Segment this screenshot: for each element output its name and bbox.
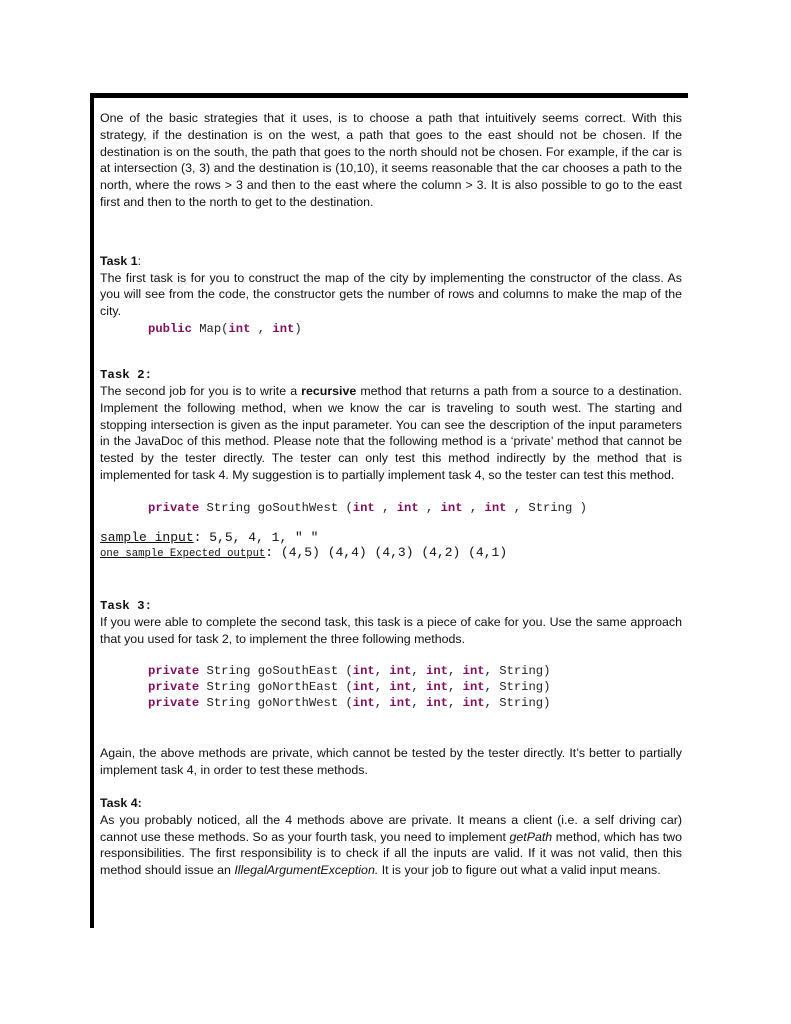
task4-text-3: It is your job to figure out what a valid input means. (378, 863, 661, 878)
task4-getpath: getPath (509, 829, 553, 844)
intro-paragraph: One of the basic strategies that it uses, is to choose a path that intuitively seems correct. With this strategy, if the destination is on the west, a path that goes to the east should not be chosen. If the destination is on the south, the path that goes to the north should not be chosen. For example, if the car is at intersection (3, 3) and the destination is (10,10), it seems reasonable that the car chooses a path to the north, where the rows > 3 and then to the east where the column > 3. It is also possible to go to the east first and then to the north to get to the destination. (100, 111, 682, 209)
left-border-rule (90, 93, 94, 928)
task1-paragraph: The first task is for you to construct the map of the city by implementing the constructor of the class. As you will see from the code, the constructor gets the number of rows and columns to make the map of the city. (100, 270, 682, 319)
code-text: String goSouthWest ( (199, 500, 353, 515)
code-keyword: int (389, 696, 412, 711)
code-keyword: int (352, 500, 375, 515)
code-text: String) (491, 680, 551, 695)
task2-text-after: method that returns a path from a source to a destination. Implement the following method, when we know the car is traveling to south west. The starting and stopping intersection is given as the input parameter. You can see the description of the input parameters in the JavaDoc of this method. Please note that the following method is a ‘private’ method that cannot be tested by the tester directly. The tester can only test this method indirectly by the method that is implemented for task 4. My suggestion is to partially implement task 4, so the tester can test this method. (100, 383, 682, 482)
code-text: ) (294, 321, 302, 336)
code-keyword: private (148, 696, 200, 711)
task4-paragraph (100, 812, 682, 879)
code-keyword: int (389, 680, 412, 695)
code-comma: , (484, 696, 492, 711)
code-comma: , (374, 680, 383, 695)
code-keyword: int (426, 680, 448, 695)
code-comma: , (411, 664, 419, 679)
task3-after-paragraph: Again, the above methods are private, which cannot be tested by the tester directly. It’s better to partially implement task 4, in order to test these methods. (100, 746, 682, 778)
code-comma: , (411, 680, 419, 695)
code-keyword: int (426, 664, 448, 679)
code-text: String) (491, 664, 551, 679)
code-keyword: int (440, 500, 463, 515)
code-keyword: int (396, 500, 419, 515)
expected-output-value: : (4,5) (4,4) (4,3) (4,2) (4,1) (265, 544, 508, 560)
code-keyword: int (462, 664, 485, 679)
code-text: String) (491, 696, 551, 711)
task2-paragraph (100, 383, 682, 484)
code-text: , String ) (506, 500, 587, 515)
task3-paragraph: If you were able to complete the second task, this task is a piece of cake for you. Use the same approach that you used for task 2, to implement the three following methods. (100, 614, 682, 646)
task1-heading-label: Task 1 (100, 253, 138, 268)
code-comma: , (411, 696, 419, 711)
code-comma: , (374, 664, 383, 679)
task2-code-line (100, 500, 682, 516)
task4-text-1: As you probably noticed, all the 4 methods above are private. It means a client (i.e. a self driving car) cannot use these methods. So as your fourth task, you need to implement (100, 812, 682, 844)
task1-code-line (100, 321, 682, 337)
code-keyword: int (352, 664, 375, 679)
code-keyword: int (228, 321, 251, 336)
code-keyword: int (484, 500, 507, 515)
code-text: , (374, 500, 397, 515)
code-text: , (418, 500, 441, 515)
task3-method-1 (100, 663, 682, 679)
sample-input-label: sample input (100, 529, 194, 545)
code-keyword: public (148, 321, 192, 336)
code-keyword: int (352, 696, 375, 711)
code-text: , (250, 321, 273, 336)
code-keyword: private (148, 664, 200, 679)
code-comma: , (447, 696, 456, 711)
code-keyword: private (148, 680, 200, 695)
expected-output-label: one sample Expected output (100, 547, 266, 560)
code-text: Map( (191, 321, 229, 336)
code-text: , (462, 500, 485, 515)
code-keyword: int (352, 680, 375, 695)
code-comma: , (447, 680, 456, 695)
code-keyword: int (389, 664, 412, 679)
task3-method-2 (100, 679, 682, 695)
code-keyword: int (462, 680, 485, 695)
task4-heading: Task 4: (100, 795, 142, 810)
sample-input-value: : 5,5, 4, 1, " " (193, 529, 319, 545)
task3-heading: Task 3: (100, 598, 153, 613)
code-comma: , (484, 664, 492, 679)
code-text: String goNorthWest ( (199, 696, 353, 711)
code-comma: , (374, 696, 383, 711)
code-text: String goNorthEast ( (199, 680, 353, 695)
code-keyword: int (462, 696, 485, 711)
task1-heading-colon: : (137, 253, 142, 268)
task4-exception: IllegalArgumentException. (234, 863, 379, 878)
expected-output-line (100, 545, 682, 562)
task4-text-2: method, which has two responsibilities. The first responsibility is to check if all the inputs are valid. If it was not valid, then this method should issue an (100, 829, 683, 878)
code-keyword: int (272, 321, 295, 336)
document-body (100, 110, 682, 879)
task2-heading: Task 2: (100, 367, 153, 382)
sample-input-line (100, 530, 682, 545)
top-border-rule (90, 93, 688, 98)
code-keyword: int (426, 696, 448, 711)
task2-text-bold: recursive (301, 383, 357, 398)
code-comma: , (484, 680, 492, 695)
code-comma: , (447, 664, 456, 679)
task3-method-3 (100, 695, 682, 711)
code-keyword: private (148, 500, 200, 515)
task2-text-before: The second job for you is to write a (100, 383, 302, 398)
code-text: String goSouthEast ( (199, 664, 353, 679)
task1-heading (100, 253, 682, 270)
